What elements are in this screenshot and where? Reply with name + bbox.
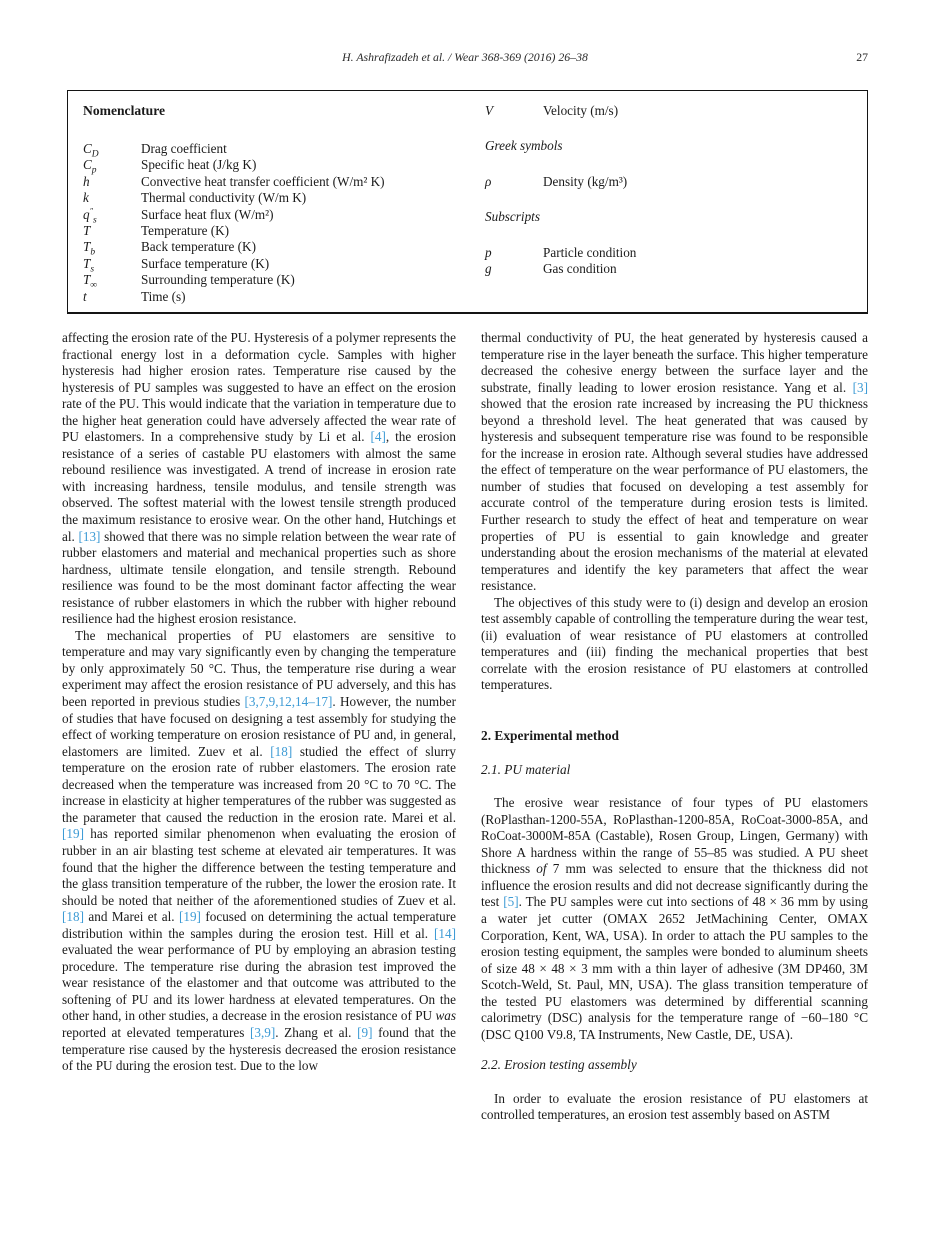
symbol: t — [83, 288, 87, 304]
nomenclature-entry — [485, 103, 860, 119]
symbol: k — [83, 190, 89, 206]
text-run: affecting the erosion rate of the PU. Hysteresis of a polymer represents the fractional energy lost in a deformation cycle. Samples with higher hysteresis had higher erosion rates. Temperature rise caused by the hysteresis of PU samples was suggested to have an effect on the erosion rate of the PU. This would indicate that the variation in temperature due to the higher heat generation could have adversely affected the wear rate of PU elastomers. In a comprehensive study by Li et al. — [62, 330, 456, 445]
citation-link[interactable]: [3,7,9,12,14–17] — [244, 694, 333, 710]
citation-link[interactable]: [19] — [62, 826, 84, 842]
text-run: studied the effect of slurry temperature on the erosion rate of rubber elastomers. The erosion rate decreased when the temperature was increased from 20 °C to 70 °C. The increase in elasticity at higher temperatures of the rubber was suggested as the parameter that caused the reduction in the erosion rate. Marei et al. — [62, 743, 456, 825]
nomenclature-entry — [83, 223, 478, 239]
definition: Back temperature (K) — [141, 239, 256, 255]
nomenclature-entry — [83, 289, 478, 305]
citation-link[interactable]: [9] — [357, 1024, 373, 1040]
text-run: found that the temperature rise caused by the hysteresis decreased the erosion resistance of the PU during the erosion test. Due to the low — [62, 1024, 456, 1074]
symbol: $T_b$ — [83, 239, 96, 259]
citation-link[interactable]: [14] — [434, 925, 456, 941]
citation-link[interactable]: [3,9] — [249, 1024, 276, 1040]
nomenclature-entry — [83, 174, 478, 190]
citation-link[interactable]: [19] — [178, 909, 201, 925]
section-heading: 2. Experimental method — [481, 728, 619, 744]
symbol: ρ — [485, 173, 492, 189]
symbol: $T_\infty$ — [83, 272, 98, 291]
definition: Convective heat transfer coefficient (W/m² K) — [141, 173, 385, 189]
nomenclature-entry — [485, 174, 860, 190]
definition: Surface heat flux (W/m²) — [141, 206, 274, 222]
right-text-column — [481, 330, 868, 1124]
text-run: 7 mm was selected to ensure that the thickness did not influence the erosion results and did not decrease significantly during the test — [481, 861, 868, 910]
text-run: showed that there was no simple relation between the wear rate of rubber elastomers and material and mechanical properties such as shore hardness, ultimate tensile elongation, and tensile strength. Rebound resilience was found to be the most dominant factor affecting the wear resistance of rubber elastomers in which the rubber with higher rebound resilience had the highest erosion resistance. — [62, 528, 456, 627]
definition: Specific heat (J/kg K) — [141, 157, 257, 173]
spacer — [485, 155, 860, 174]
nomenclature-entry — [83, 272, 478, 291]
spacer — [485, 190, 860, 209]
citation-link[interactable]: [3] — [852, 379, 868, 395]
nomenclature-entries — [83, 141, 478, 305]
definition: Surrounding temperature (K) — [141, 272, 295, 288]
left-text-column — [62, 330, 456, 1075]
nomenclature-box — [67, 90, 868, 314]
text-run: In order to evaluate the erosion resistance of PU elastomers at controlled temperatures, an erosion test assembly based on ASTM — [481, 1090, 868, 1123]
nomenclature-entry — [83, 206, 478, 226]
symbol: T — [83, 223, 91, 239]
text-run: The erosive wear resistance of four types of PU elastomers (RoPlasthan-1200-55A, RoPlasthan-1200-85A, RoCoat-3000-85A, and RoCoat-3000M-85A (Castable), Rosen Group, Lingen, Germany) with Shore A hardness within the range of 55–85 was studied. A PU sheet thickness — [481, 795, 868, 877]
text-run: and Marei et al. — [83, 909, 179, 925]
symbol: $q''_s$ — [83, 206, 97, 226]
nomenclature-group-heading: Greek symbols — [485, 138, 563, 154]
symbol: $C_p$ — [83, 157, 97, 177]
text-run: The mechanical properties of PU elastomers are sensitive to temperature and may vary significantly even by changing the temperature by only approximately 50 °C. Thus, the temperature rise during a wear experiment may affect the erosion resistance of PU adversely, and this has been reported in previous studies — [62, 627, 456, 710]
definition: Thermal conductivity (W/m K) — [141, 190, 307, 206]
nomenclature-entry — [83, 190, 478, 206]
text-run: evaluated the wear performance of PU by employing an abrasion testing procedure. The temperature rise during the abrasion test improved the wear resistance of the elastomer and that outcome was attributed to the softening of PU and its lower hardness at elevated temperatures. On the other hand, in other studies, a decrease in the erosion resistance of PU — [62, 942, 456, 1024]
citation-link[interactable]: [18] — [270, 743, 293, 759]
subsection-heading: 2.2. Erosion testing assembly — [481, 1057, 637, 1073]
text-run: . The PU samples were cut into sections of 48 × 36 mm by using a water jet cutter (OMAX 2652 JetMachining Center, OMAX Corporation, Kent, WA, USA). In order to attach the PU samples to the erosion testing equipment, the samples were bonded to aluminum sheets of size 48 × 48 × 3 mm with a thin layer of adhesive (3M DP460, 3M Scotch-Weld, St. Paul, MN, USA). The glass transition temperature of the tested PU elastomers was determined by differential scanning calorimetry (DSC) analysis for the temperature range of −60–180 °C (DSC Q100 V9.8, TA Instruments, New Castle, DE, USA). — [481, 894, 868, 1042]
definition: Time (s) — [141, 288, 186, 304]
body-paragraph — [481, 595, 868, 694]
text-run: The objectives of this study were to (i) design and develop an erosion test assembly capable of controlling the temperature during the wear test, (ii) evaluation of wear resistance of PU elastomers at controlled temperatures and (iii) finding the mechanical properties that best correlate with the erosion resistance of PU elastomers at controlled temperatures. — [481, 594, 868, 693]
definition: Surface temperature (K) — [141, 255, 270, 271]
emphasis-text: of — [536, 861, 547, 877]
nomenclature-title: Nomenclature — [83, 103, 166, 118]
text-run: focused on determining the actual temperature distribution within the samples during the erosion test. Hill et al. — [62, 909, 456, 941]
spacer — [485, 119, 860, 138]
running-head: H. Ashrafizadeh et al. / Wear 368-369 (2016) 26–38 — [342, 50, 588, 64]
nomenclature-group-heading: Subscripts — [485, 209, 540, 225]
body-paragraph — [62, 330, 456, 628]
text-run: has reported similar phenomenon when evaluating the erosion of rubber in an air blasting test scheme at elevated air temperatures. It was found that the higher the difference between the testing temperature and the glass transition temperature of the rubber, the lower the erosion rate. It should be noted that neither of the aforementioned studies of Zuev et al. — [62, 826, 456, 908]
page-number: 27 — [856, 50, 868, 64]
symbol: $T_s$ — [83, 255, 95, 275]
nomenclature-entry — [83, 255, 478, 275]
nomenclature-entry — [485, 261, 860, 277]
nomenclature-entry — [83, 157, 478, 177]
text-run: . Zhang et al. — [275, 1024, 358, 1040]
subsection-heading: 2.1. PU material — [481, 761, 571, 777]
symbol: V — [485, 103, 494, 118]
nomenclature-right-column — [485, 103, 860, 277]
body-paragraph — [481, 1091, 868, 1124]
spacer — [485, 226, 860, 245]
citation-link[interactable]: [4] — [370, 429, 386, 445]
definition: Temperature (K) — [141, 223, 230, 239]
definition: Gas condition — [543, 261, 617, 277]
text-run: , the erosion resistance of a series of castable PU elastomers with almost the same rebound resilience was investigated. A trend of increase in erosion rate with increasing hardness, tensile modulus, and tensile strength was observed. The softest material with the lowest tensile strength produced the maximum resistance to erosive wear. On the other hand, Hutchings et al. — [62, 429, 456, 544]
citation-link[interactable]: [13] — [78, 528, 101, 544]
emphasis-text: was — [435, 1008, 456, 1024]
text-run: thermal conductivity of PU, the heat generated by hysteresis caused a temperature rise in the layer beneath the surface. This higher temperature decreased the cohesive energy between the surface layer and the substrate, finally leading to lower erosion resistance. Yang et al. — [481, 330, 868, 395]
definition: Drag coefficient — [141, 141, 227, 156]
citation-link[interactable]: [18] — [62, 909, 84, 925]
nomenclature-entry — [83, 141, 478, 160]
symbol: g — [485, 261, 492, 277]
definition: Velocity (m/s) — [543, 103, 619, 118]
body-paragraph — [62, 628, 456, 1075]
symbol: h — [83, 173, 90, 189]
symbol: p — [485, 244, 492, 260]
body-paragraph — [481, 795, 868, 1043]
body-paragraph — [481, 330, 868, 595]
text-run: showed that the erosion rate increased by increasing the PU thickness beyond a threshold level. The heat generated that was caused by hysteresis and subsequent temperature rise was found to be responsible for the increase in erosion rate. Although several studies have addressed the effect of temperature on the wear performance of PU elastomers, the number of studies that focused on developing a test assembly for accurate control of the temperature during erosion tests is limited. Further research to study the effect of heat and temperature on wear properties of PU is essential to gain knowledge and greater understanding about the erosion mechanisms of the material at elevated temperatures and identify the key parameters that affect the wear resistance. — [481, 396, 868, 594]
symbol: $C_D$ — [83, 141, 99, 160]
nomenclature-entry — [83, 239, 478, 259]
nomenclature-entry — [485, 245, 860, 261]
nomenclature-left-column — [83, 103, 478, 305]
text-run: reported at elevated temperatures — [62, 1024, 250, 1040]
text-run: . However, the number of studies that have focused on designing a test assembly for studying the effect of working temperature on erosion resistance of PU and, in general, elastomers are limited. Zuev et al. — [62, 694, 457, 759]
citation-link[interactable]: [5] — [503, 894, 519, 910]
definition: Particle condition — [543, 244, 637, 260]
definition: Density (kg/m³) — [543, 173, 628, 189]
